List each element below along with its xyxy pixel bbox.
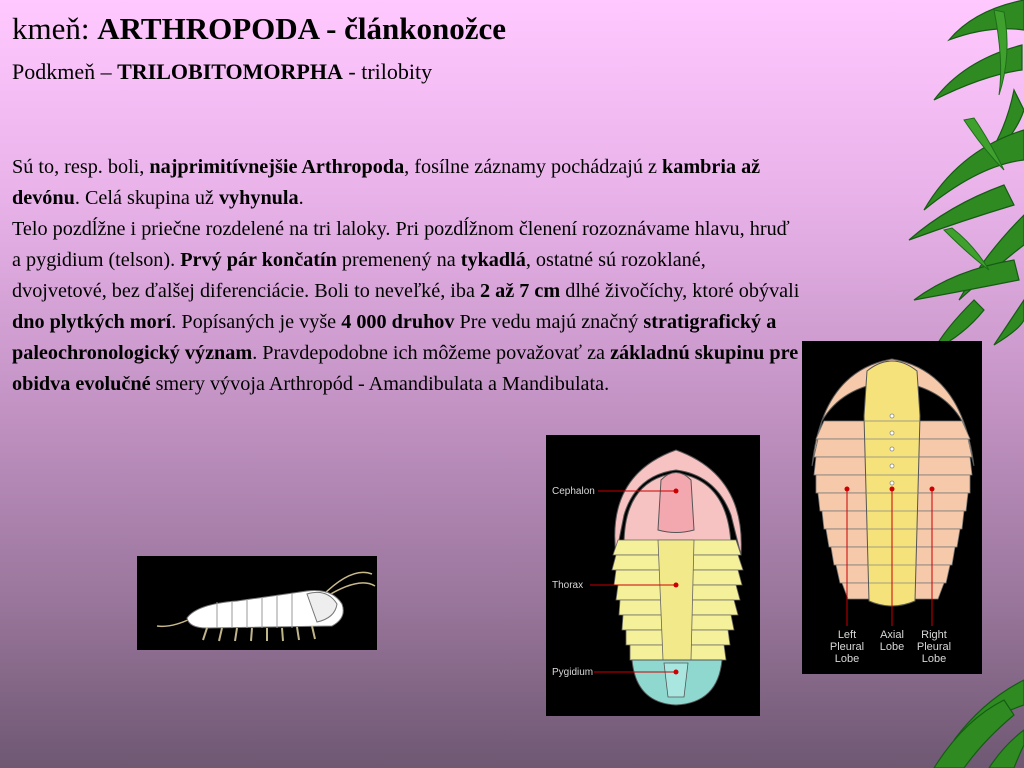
bold-term: stratigrafický a paleochronologický význam: [12, 311, 777, 364]
text-run: .: [298, 187, 304, 209]
title-prefix: kmeň:: [12, 11, 98, 46]
text-run: . Pravdepodobne ich môžeme považovať za: [252, 342, 611, 364]
left-lobe-label-line-1: Left: [837, 629, 857, 641]
left-lobe-label-line-3: Lobe: [834, 653, 860, 665]
text-run: premenený na: [336, 249, 461, 271]
axial-lobe-label-line-1: Axial: [880, 629, 904, 641]
cephalon-label: Cephalon: [552, 486, 595, 497]
bold-term: kambria až devónu: [12, 156, 761, 209]
title-bold: ARTHROPODA - článkonožce: [97, 11, 507, 46]
trilobite-side-view-image: [137, 556, 377, 650]
text-run: smery vývoja Arthropód - Amandibulata a Mandibulata.: [150, 373, 610, 395]
subtitle-suffix: - trilobity: [342, 59, 433, 84]
bold-term: vyhynula: [218, 187, 299, 209]
pygidium-label: Pygidium: [552, 667, 594, 678]
bold-term: dno plytkých morí: [12, 311, 172, 333]
axial-lobe-label-line-2: Lobe: [879, 641, 905, 653]
text-run: dlhé živočíchy, ktoré obývali: [560, 280, 800, 302]
paragraph-1: [12, 152, 802, 214]
text-run: Pre vedu majú značný: [454, 311, 644, 333]
text-run: . Popísaných je vyše: [171, 311, 342, 333]
text-run: Telo pozdĺžne i priečne rozdelené na tri laloky. Pri pozdĺžnom členení rozoznávame hlavu, hruď a pygidium (telson).: [12, 218, 790, 271]
right-lobe-label-line-2: Pleural: [916, 641, 952, 653]
left-lobe-label-line-2: Pleural: [829, 641, 865, 653]
bold-term: tykadlá: [460, 249, 526, 271]
bold-term: 2 až 7 cm: [480, 280, 561, 302]
bold-term: najprimitívnejšie Arthropoda: [149, 156, 405, 178]
trilobite-labeled-diagram: [546, 435, 760, 716]
paragraph-2: [12, 214, 802, 400]
slide-title: [12, 10, 506, 48]
right-lobe-label-line-1: Right: [921, 629, 947, 641]
thorax-label: Thorax: [552, 580, 584, 591]
text-run: . Celá skupina už: [74, 187, 219, 209]
subtitle-prefix: Podkmeň –: [12, 59, 118, 84]
text-run: , fosílne záznamy pochádzajú z: [404, 156, 663, 178]
right-lobe-label-line-3: Lobe: [921, 653, 947, 665]
body-text: [12, 152, 802, 400]
bold-term: Prvý pár končatín: [180, 249, 337, 271]
bold-term: základnú skupinu pre obidva evolučné: [12, 342, 799, 395]
text-run: Sú to, resp. boli,: [12, 156, 150, 178]
bold-term: 4 000 druhov: [341, 311, 455, 333]
subtitle-bold: TRILOBITOMORPHA: [117, 59, 343, 84]
trilobite-lobes-diagram: [802, 341, 982, 674]
text-run: , ostatné sú rozoklané, dvojvetové, bez ďalšej diferenciácie. Boli to neveľké, iba: [12, 249, 706, 302]
slide-subtitle: [12, 58, 432, 86]
